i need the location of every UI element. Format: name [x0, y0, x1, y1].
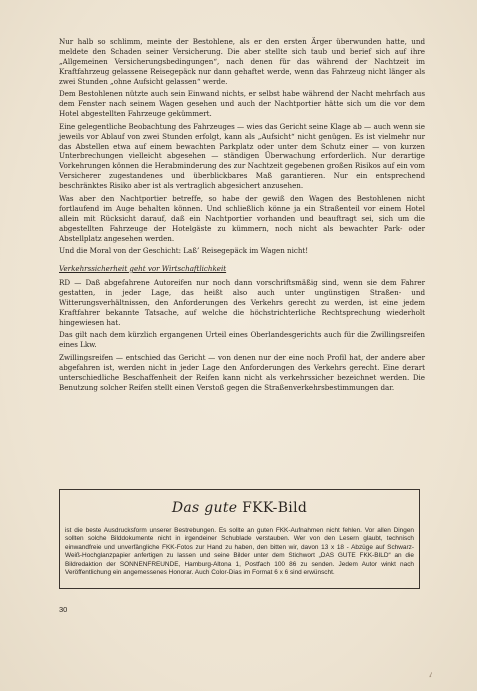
paragraph: Und die Moral von der Geschicht: Laß’ Reisegepäck im Wagen nicht! — [59, 246, 309, 256]
notice-title-main: FKK-Bild — [242, 500, 308, 516]
fkk-bild-notice-box — [59, 489, 420, 589]
paragraph: Was aber den Nachtportier betreffe, so habe der gewiß den Wagen des Bestohlenen nicht fortlaufend im Auge behalten können. Und schließlich könne ja ein Straßenteil vor einem Hotel allein mit Rücksicht darauf, daß ein Nachtportier vorhanden und beauftragt sei, sich um die abgestellten Fahrzeuge der Hotelgäste zu kümmern, noch nicht als bewachter Park- oder Abstellplatz angesehen werden. — [59, 193, 425, 243]
article-column — [59, 37, 425, 395]
pencil-mark: ↙ — [426, 670, 436, 680]
notice-title — [60, 500, 419, 516]
notice-title-script: Das gute — [171, 500, 238, 516]
paragraph: Nur halb so schlimm, meinte der Bestohlene, als er den ersten Ärger überwunden hatte, und meldete den Schaden seiner Versicherung. Die aber stellte sich taub und berief sich auf ihre „Allgemeinen Versicherungsbedingungen“, nach denen für das während der Nachtzeit im Kraftfahrzeug gelassene Reisegepäck nur dann gehaftet werde, wenn das Fahrzeug nicht länger als zwei Stunden „ohne Aufsicht gelassen“ werde. — [59, 37, 425, 86]
paragraph: RD — Daß abgefahrene Autoreifen nur noch dann vorschriftsmäßig sind, wenn sie dem Fahrer gestatten, in jeder Lage, das heißt also auch unter ungünstigen Straßen- und Witterungsverhältnissen, den Anforderungen des Verkehrs gerecht zu werden, ist eine jedem Kraftfahrer bekannte Tatsache, auf welche die höchstrichterliche Rechtsprechung wiederholt hingewiesen hat. — [59, 277, 425, 327]
section-title: Verkehrssicherheit geht vor Wirtschaftlichkeit — [59, 264, 227, 274]
paragraph: Das gilt nach dem kürzlich ergangenen Urteil eines Oberlandesgerichts auch für die Zwillingsreifen eines Lkw. — [59, 330, 425, 350]
paragraph: Eine gelegentliche Beobachtung des Fahrzeuges — wies das Gericht seine Klage ab — auch wenn sie jeweils vor Ablauf von zwei Stunden erfolgt, kann als „Aufsicht“ nicht genügen. Es ist vielmehr nur das Abstellen etwa auf einem bewachten Parkplatz oder unter dem Schutz einer — von kurzen Unterbrechungen vielleicht abgesehen — ständigen Überwachung erforderlich. Nur derartige Vorkehrungen können die Herabminderung des zur Nachtzeit gegebenen großen Risikos auf ein vom Versicherer zugestandenes und überblickbares Maß garantieren. Nur ein entsprechend beschränktes Risiko aber ist als vertraglich abgesichert anzusehen. — [59, 121, 425, 191]
notice-text: ist die beste Ausdrucksform unserer Bestrebungen. Es sollte an guten FKK-Aufnahmen nicht fehlen. Vor allen Dingen sollten solche Bilddokumente nicht in irgendeiner Schublade verstauben. Wer von den Lesern glaubt, technisch einwandfreie und unverfängliche FKK-Fotos zur Hand zu haben, den bitten wir, davon 13 x 18 - Abzüge auf Schwarz-Weiß-Hochglanzpapier anfertigen zu lassen und seine Bilder unter dem Stichwort „DAS GUTE FKK-BILD“ an die Bildredaktion der SONNENFREUNDE, Hamburg-Altona 1, Postfach 100 86 zu senden. Jedem Autor winkt nach Veröffentlichung ein angemessenes Honorar. Auch Color-Dias im Format 6 x 6 sind erwünscht. — [65, 527, 414, 577]
paragraph: Zwillingsreifen — entschied das Gericht — von denen nur der eine noch Profil hat, der andere aber abgefahren ist, werden nicht in jeder Lage den Anforderungen des Verkehrs gerecht. Eine derart unterschiedliche Beschaffenheit der Reifen kann nicht als verkehrssicher bezeichnet werden. Die Benutzung solcher Reifen stellt einen Verstoß gegen die Straßenverkehrsbestimmungen dar. — [59, 352, 425, 392]
paragraph: Dem Bestohlenen nützte auch sein Einwand nichts, er selbst habe während der Nacht mehrfach aus dem Fenster nach seinem Wagen gesehen und auch der Nachtportier hätte sich um die vor dem Hotel abgestellten Fahrzeuge gekümmert. — [59, 89, 425, 119]
page-number: 30 — [59, 605, 68, 614]
